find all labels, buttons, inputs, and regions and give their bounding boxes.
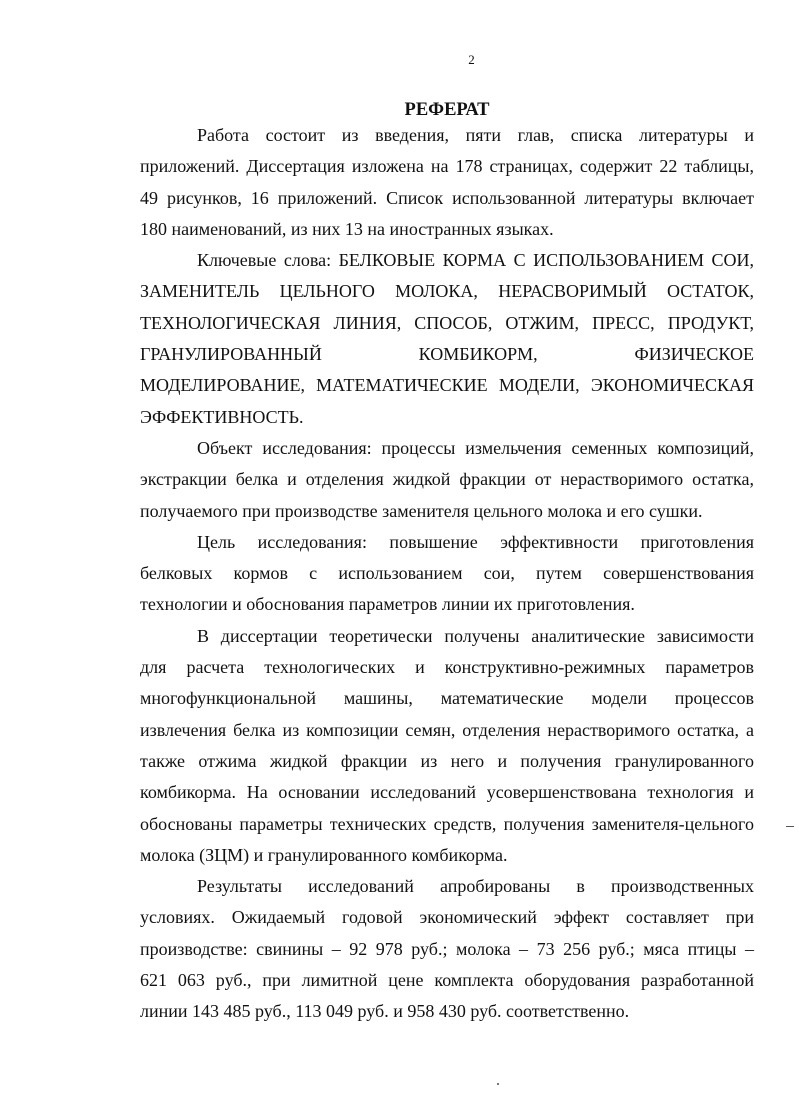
text-line: производстве: свинины – 92 978 руб.; молока – 73 256 руб.; мяса птицы – — [140, 938, 754, 959]
text-line: извлечения белка из композиции семян, отделения нерастворимого остатка, а — [140, 719, 754, 740]
text-line: технологии и обоснования параметров линии их приготовления. — [140, 594, 635, 615]
paragraph — [140, 245, 754, 433]
text-line: Ключевые слова: БЕЛКОВЫЕ КОРМА С ИСПОЛЬЗОВАНИЕМ СОИ, — [197, 250, 754, 271]
text-line: белковых кормов с использованием сои, путем совершенствования — [140, 563, 754, 584]
text-line: получаемого при производстве заменителя цельного молока и его сушки. — [140, 500, 703, 521]
text-line: ТЕХНОЛОГИЧЕСКАЯ ЛИНИЯ, СПОСОБ, ОТЖИМ, ПРЕСС, ПРОДУКТ, — [140, 312, 754, 333]
text-line: ГРАНУЛИРОВАННЫЙ КОМБИКОРМ, ФИЗИЧЕСКОЕ — [140, 344, 754, 365]
text-line: молока (ЗЦМ) и гранулированного комбикорма. — [140, 844, 508, 865]
text-line: Цель исследования: повышение эффективности приготовления — [197, 531, 754, 552]
text-line: экстракции белка и отделения жидкой фракции от нерастворимого остатка, — [140, 469, 754, 490]
text-line: МОДЕЛИРОВАНИЕ, МАТЕМАТИЧЕСКИЕ МОДЕЛИ, ЭКОНОМИЧЕСКАЯ — [140, 375, 754, 396]
text-line: линии 143 485 руб., 113 049 руб. и 958 430 руб. соответственно. — [140, 1001, 630, 1022]
scan-dot — [497, 1083, 499, 1085]
document-title: РЕФЕРАТ — [404, 100, 490, 120]
text-line: комбикорма. На основании исследований усовершенствована технология и — [140, 782, 754, 803]
text-line: Объект исследования: процессы измельчения семенных композиций, — [197, 437, 754, 458]
paragraph — [140, 871, 754, 1027]
paragraph — [140, 120, 754, 245]
text-line: многофункциональной машины, математические модели процессов — [140, 688, 754, 709]
text-line: ЭФФЕКТИВНОСТЬ. — [140, 406, 304, 427]
text-line: 49 рисунков, 16 приложений. Список использованной литературы включает — [140, 187, 754, 208]
text-line: В диссертации теоретически получены аналитические зависимости — [197, 625, 754, 646]
document-body — [140, 120, 754, 1028]
paragraph — [140, 527, 754, 621]
text-line: обоснованы параметры технических средств, получения заменителя-цельного — [140, 813, 754, 834]
text-line: условиях. Ожидаемый годовой экономический эффект составляет при — [140, 907, 754, 928]
text-line: 621 063 руб., при лимитной цене комплекта оборудования разработанной — [140, 970, 754, 991]
paragraph — [140, 433, 754, 527]
scan-mark — [786, 826, 794, 827]
text-line: ЗАМЕНИТЕЛЬ ЦЕЛЬНОГО МОЛОКА, НЕРАСВОРИМЫЙ ОСТАТОК, — [140, 281, 754, 302]
text-line: для расчета технологических и конструктивно-режимных параметров — [140, 657, 754, 678]
page-number: 2 — [468, 52, 475, 67]
text-line: также отжима жидкой фракции из него и получения гранулированного — [140, 750, 754, 771]
text-line: приложений. Диссертация изложена на 178 страницах, содержит 22 таблицы, — [140, 156, 754, 177]
text-line: Результаты исследований апробированы в производственных — [197, 876, 754, 897]
paragraph — [140, 621, 754, 871]
text-line: Работа состоит из введения, пяти глав, списка литературы и — [197, 125, 754, 145]
text-line: 180 наименований, из них 13 на иностранных языках. — [140, 218, 554, 239]
